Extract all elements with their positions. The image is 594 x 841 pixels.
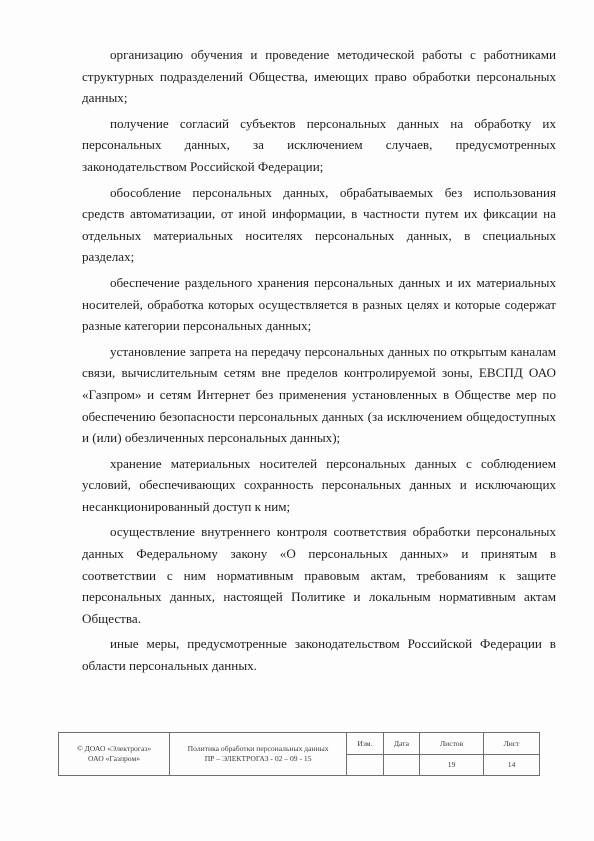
footer-document-title — [170, 733, 347, 776]
body-text — [82, 44, 556, 681]
footer-value-date — [383, 754, 419, 776]
footer-doc-line1: Политика обработки персональных данных — [187, 744, 329, 753]
paragraph-transfer-ban: установление запрета на передачу персональных данных по открытым каналам связи, вычислительным сетям вне пределов контролируемой зоны, ЕВСПД ОАО «Газпром» и сетям Интернет без применения установленных в Обществе мер по обеспечению безопасности персональных данных (за исключением общедоступных и (или) обезличенных персональных данных); — [82, 343, 556, 446]
footer-org-line1: © ДОАО «Электрогаз» — [76, 744, 152, 753]
footer-value-sheet: 14 — [484, 754, 540, 776]
footer-value-change — [347, 754, 383, 776]
paragraph-internal-control: осуществление внутреннего контроля соответствия обработки персональных данных Федеральному закону «О персональных данных» и принятым в соответствии с ним нормативным правовым актам, требованиям к защите персональных данных, настоящей Политике и локальным нормативным актам Общества. — [82, 524, 556, 626]
footer-doc-line2: ПР – ЭЛЕКТРОГАЗ - 02 – 09 - 15 — [204, 754, 312, 763]
footer-header-sheets: Листов — [420, 733, 484, 755]
footer-organization — [59, 733, 170, 776]
paragraph-training: организацию обучения и проведение методической работы с работниками структурных подразделений Общества, имеющих право обработки персональных данных; — [82, 47, 556, 106]
footer-value-sheets: 19 — [420, 754, 484, 776]
paragraph-separation: обособление персональных данных, обрабатываемых без использования средств автоматизации, от иной информации, в частности путем их фиксации на отдельных материальных носителях персональных данных, в специальных разделах; — [82, 184, 556, 265]
footer-header-date: Дата — [383, 733, 419, 755]
footer-header-change: Изм. — [347, 733, 383, 755]
paragraph-separate-storage: обеспечение раздельного хранения персональных данных и их материальных носителей, обработка которых осуществляется в разных целях и которые содержат разные категории персональных данных; — [82, 274, 556, 334]
paragraph-other-measures: иные меры, предусмотренные законодательством Российской Федерации в области персональных данных. — [82, 636, 556, 674]
footer-org-line2: ОАО «Газпром» — [87, 754, 141, 763]
paragraph-consent: получение согласий субъектов персональных данных на обработку их персональных данных, за исключением случаев, предусмотренных законодательством Российской Федерации; — [82, 115, 556, 174]
paragraph-media-storage: хранение материальных носителей персональных данных с соблюдением условий, обеспечивающих сохранность персональных данных и исключающих несанкционированный доступ к ним; — [82, 455, 556, 514]
footer-header-sheet: Лист — [484, 733, 540, 755]
footer-stamp-table — [58, 732, 540, 776]
